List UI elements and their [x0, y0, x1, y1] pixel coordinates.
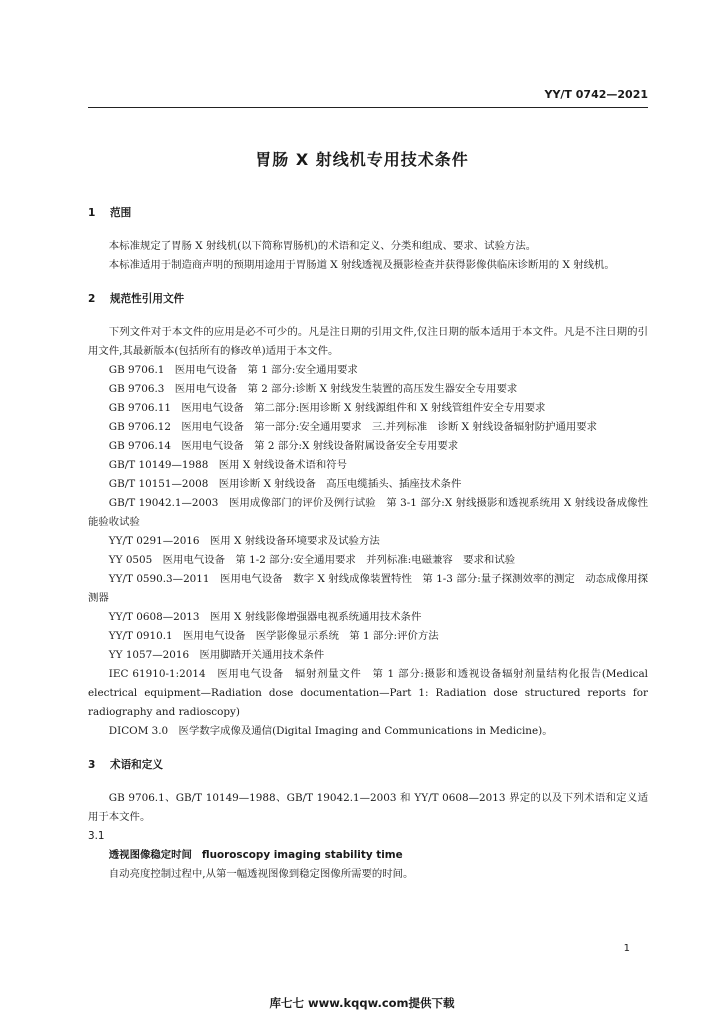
standard-code: YY/T 0742—2021 — [544, 88, 648, 101]
reference-item: GB 9706.3 医用电气设备 第 2 部分:诊断 X 射线发生装置的高压发生器安全专用要求 — [108, 383, 518, 395]
page-number: 1 — [623, 943, 630, 954]
header-rule — [88, 107, 648, 108]
reference-item: GB 9706.12 医用电气设备 第一部分:安全通用要求 三.并列标准 诊断 X 射线设备辐射防护通用要求 — [108, 421, 598, 433]
footer-watermark: 库七七 www.kqqw.com提供下载 — [269, 996, 455, 1010]
reference-item: IEC 61910-1:2014 医用电气设备 辐射剂量文件 第 1 部分:摄影和透视设备辐射剂量结构化报告(Medical electrical equipment—Radiation dose documentation—Part 1: Radiation dose structured reports for radiography and radioscopy) — [88, 668, 648, 718]
paragraph: GB 9706.1、GB/T 10149—1988、GB/T 19042.1—2003 和 YY/T 0608—2013 界定的以及下列术语和定义适用于本文件。 — [88, 792, 648, 823]
paragraph: 本标准适用于制造商声明的预期用途用于胃肠道 X 射线透视及摄影检查并获得影像供临床诊断用的 X 射线机。 — [108, 259, 615, 271]
section-number: 3 — [88, 759, 96, 771]
paragraph: 下列文件对于本文件的应用是必不可少的。凡是注日期的引用文件,仅注日期的版本适用于本文件。凡是不注日期的引用文件,其最新版本(包括所有的修改单)适用于本文件。 — [88, 326, 648, 357]
reference-item: GB 9706.11 医用电气设备 第二部分:医用诊断 X 射线源组件和 X 射线管组件安全专用要求 — [108, 402, 546, 414]
reference-item: GB 9706.1 医用电气设备 第 1 部分:安全通用要求 — [108, 364, 358, 376]
reference-item: YY 1057—2016 医用脚踏开关通用技术条件 — [108, 649, 325, 661]
reference-item: DICOM 3.0 医学数字成像及通信(Digital Imaging and Communications in Medicine)。 — [108, 725, 553, 737]
term-title-zh: 透视图像稳定时间 — [108, 849, 192, 861]
paragraph: 本标准规定了胃肠 X 射线机(以下简称胃肠机)的术语和定义、分类和组成、要求、试验方法。 — [108, 240, 537, 252]
reference-item: GB/T 10149—1988 医用 X 射线设备术语和符号 — [108, 459, 348, 471]
reference-item: GB/T 19042.1—2003 医用成像部门的评价及例行试验 第 3-1 部分:X 射线摄影和透视系统用 X 射线设备成像性能验收试验 — [88, 497, 648, 528]
section-number: 2 — [88, 293, 96, 305]
reference-item: GB 9706.14 医用电气设备 第 2 部分:X 射线设备附属设备安全专用要求 — [108, 440, 459, 452]
document-body — [88, 205, 648, 884]
reference-item: YY/T 0291—2016 医用 X 射线设备环境要求及试验方法 — [108, 535, 380, 547]
section-2-heading — [88, 291, 648, 306]
reference-item: GB/T 10151—2008 医用诊断 X 射线设备 高压电缆插头、插座技术条件 — [108, 478, 462, 490]
section-title: 规范性引用文件 — [110, 293, 185, 305]
section-title: 范围 — [110, 207, 132, 219]
term-title — [88, 846, 648, 865]
reference-item: YY/T 0608—2013 医用 X 射线影像增强器电视系统通用技术条件 — [108, 611, 422, 623]
section-title: 术语和定义 — [110, 759, 163, 771]
term-number: 3.1 — [88, 830, 105, 842]
document-title: 胃肠 X 射线机专用技术条件 — [255, 150, 469, 169]
section-number: 1 — [88, 207, 96, 219]
reference-item: YY/T 0590.3—2011 医用电气设备 数字 X 射线成像装置特性 第 1-3 部分:量子探测效率的测定 动态成像用探测器 — [88, 573, 648, 604]
reference-item: YY/T 0910.1 医用电气设备 医学影像显示系统 第 1 部分:评价方法 — [108, 630, 439, 642]
section-3-heading — [88, 757, 648, 772]
term-title-en: fluoroscopy imaging stability time — [201, 849, 403, 861]
term-definition: 自动亮度控制过程中,从第一幅透视图像到稳定图像所需要的时间。 — [108, 868, 414, 880]
section-1-heading — [88, 205, 648, 220]
reference-item: YY 0505 医用电气设备 第 1-2 部分:安全通用要求 并列标准:电磁兼容 要求和试验 — [108, 554, 516, 566]
